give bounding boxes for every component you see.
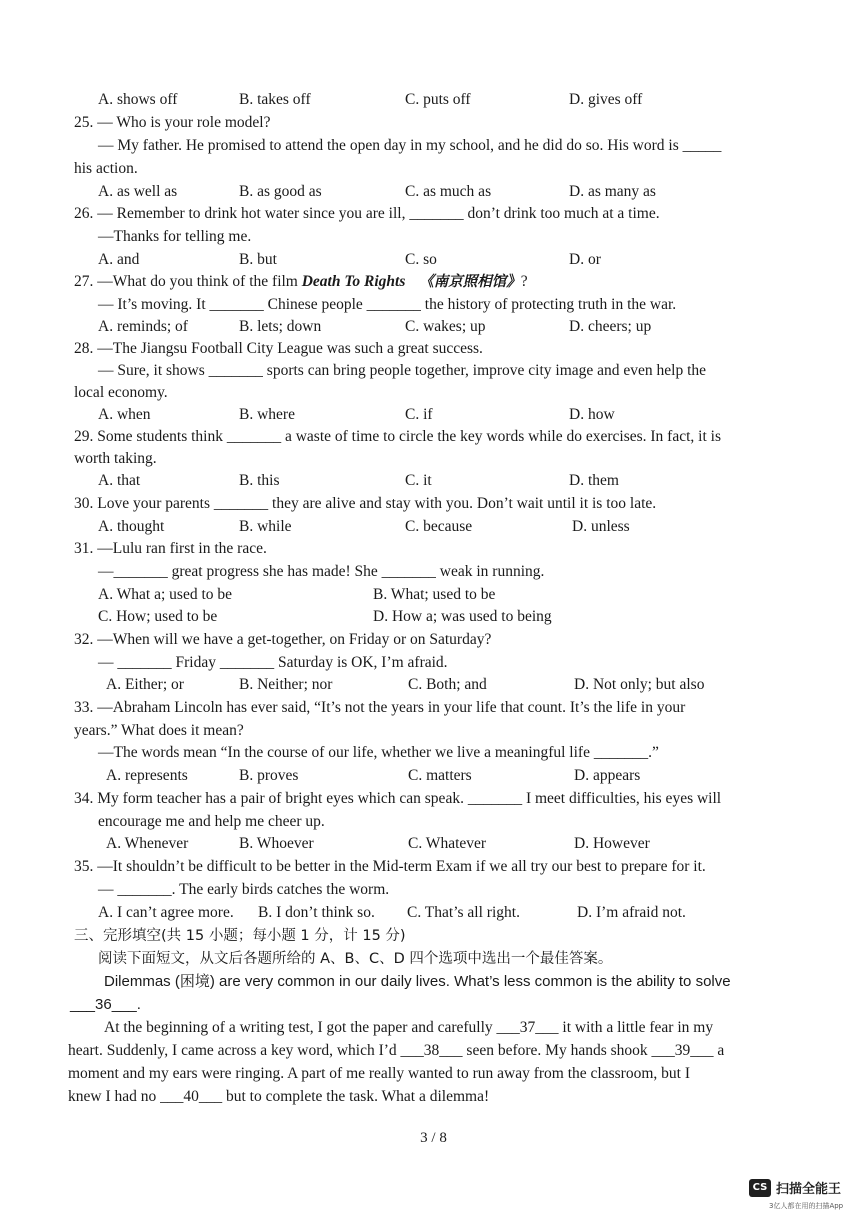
q35-line2-text: — _______. The early birds catches the worm.	[98, 881, 390, 898]
passage-p2-line1	[0, 1017, 867, 1039]
q25-option-c: C. as much as	[405, 183, 492, 200]
q28-line2-text: — Sure, it shows _______ sports can bring people together, improve city image and even help the	[98, 362, 707, 379]
q28-option-c: C. if	[405, 406, 433, 423]
q28-options	[0, 404, 867, 426]
q27-stem-pre: 27. —What do you think of the film	[74, 273, 298, 290]
q33-options	[0, 765, 867, 787]
q30-stem	[0, 493, 867, 515]
q34-stem	[0, 788, 867, 810]
q30-option-d: D. unless	[572, 518, 630, 535]
passage-p2-line3-text: moment and my ears were ringing. A part of me really wanted to run away from the classroom, but I	[68, 1065, 690, 1082]
q32-option-b: B. Neither; nor	[239, 676, 333, 693]
q28-stem-text: 28. —The Jiangsu Football City League was such a great success.	[74, 340, 483, 357]
q32-options	[0, 674, 867, 696]
q25-line3	[0, 158, 867, 180]
q26-line2	[0, 226, 867, 248]
q33-option-c: C. matters	[408, 767, 472, 784]
section3-heading	[0, 925, 867, 947]
q31-stem-text: 31. —Lulu ran first in the race.	[74, 540, 267, 557]
passage-p1-line1	[0, 971, 867, 993]
q33-stem-text: 33. —Abraham Lincoln has ever said, “It’s not the years in your life that count. It’s the life in your	[74, 699, 686, 716]
q25-option-b: B. as good as	[239, 183, 322, 200]
q33-option-a: A. represents	[106, 767, 188, 784]
q29-option-b: B. this	[239, 472, 280, 489]
scanner-watermark-logo	[749, 1177, 859, 1217]
q26-stem-text: 26. — Remember to drink hot water since you are ill, _______ don’t drink too much at a time.	[74, 205, 660, 222]
q24-options	[0, 89, 867, 111]
q34-line2-text: encourage me and help me cheer up.	[98, 813, 325, 830]
q33-option-d: D. appears	[574, 767, 641, 784]
passage-p2-line1-text: At the beginning of a writing test, I got the paper and carefully ___37___ it with a little fear in my	[104, 1019, 714, 1036]
q31-stem	[0, 538, 867, 560]
passage-p1-line2-text: ___36___.	[70, 996, 141, 1013]
q32-option-c: C. Both; and	[408, 676, 487, 693]
q33-line3	[0, 742, 867, 764]
q35-option-a: A. I can’t agree more.	[98, 904, 234, 921]
q27-stem-post: ?	[520, 273, 528, 290]
q30-stem-text: 30. Love your parents _______ they are alive and stay with you. Don’t wait until it is too late.	[74, 495, 657, 512]
q27-option-c: C. wakes; up	[405, 318, 486, 335]
q28-option-b: B. where	[239, 406, 295, 423]
q26-option-b: B. but	[239, 251, 277, 268]
q29-options	[0, 470, 867, 492]
q31-line2-text: —_______ great progress she has made! She _______ weak in running.	[98, 563, 545, 580]
q33-option-b: B. proves	[239, 767, 299, 784]
q27-option-a: A. reminds; of	[98, 318, 188, 335]
q27-film-title-en: Death To Rights	[301, 273, 406, 290]
q29-stem-text: 29. Some students think _______ a waste of time to circle the key words while do exercises. In fact, it is	[74, 428, 721, 445]
q32-stem-text: 32. —When will we have a get-together, on Friday or on Saturday?	[74, 631, 492, 648]
passage-p1-line2	[0, 994, 867, 1016]
q30-option-b: B. while	[239, 518, 292, 535]
passage-p2-line3	[0, 1063, 867, 1085]
q26-options	[0, 249, 867, 271]
q26-stem	[0, 203, 867, 225]
q35-options	[0, 902, 867, 924]
q34-line2	[0, 811, 867, 833]
q28-line3	[0, 382, 867, 404]
q29-line2-text: worth taking.	[74, 450, 157, 467]
q28-option-d: D. how	[569, 406, 615, 423]
section3-instruction-text: 阅读下面短文，从文后各题所给的 A、B、C、D 四个选项中选出一个最佳答案。	[98, 951, 613, 967]
passage-p1-line1-text: Dilemmas (困境) are very common in our daily lives. What’s less common is the ability to solve	[104, 973, 731, 990]
q26-option-c: C. so	[405, 251, 437, 268]
q27-option-d: D. cheers; up	[569, 318, 652, 335]
q29-option-c: C. it	[405, 472, 432, 489]
q33-line2-text: years.” What does it mean?	[74, 722, 244, 739]
q24-option-b: B. takes off	[239, 91, 311, 108]
q25-stem	[0, 112, 867, 134]
q26-option-a: A. and	[98, 251, 140, 268]
passage-p2-line4	[0, 1086, 867, 1108]
q28-option-a: A. when	[98, 406, 151, 423]
passage-p2-line4-text: knew I had no ___40___ but to complete the task. What a dilemma!	[68, 1088, 490, 1105]
q27-options	[0, 316, 867, 338]
q34-option-a: A. Whenever	[106, 835, 189, 852]
page-number: 3 / 8	[420, 1130, 447, 1146]
q29-option-a: A. that	[98, 472, 141, 489]
q35-stem	[0, 856, 867, 878]
q35-stem-text: 35. —It shouldn’t be difficult to be better in the Mid-term Exam if we all try our best to prepare for it.	[74, 858, 706, 875]
q32-stem	[0, 629, 867, 651]
q27-line2-text: — It’s moving. It _______ Chinese people _______ the history of protecting truth in the war.	[98, 296, 677, 313]
passage-p2-line2	[0, 1040, 867, 1062]
q33-line2	[0, 720, 867, 742]
q29-option-d: D. them	[569, 472, 619, 489]
q27-line2	[0, 294, 867, 316]
q28-stem	[0, 338, 867, 360]
q32-option-d: D. Not only; but also	[574, 676, 705, 693]
q25-options	[0, 181, 867, 203]
q34-options	[0, 833, 867, 855]
q24-option-a: A. shows off	[98, 91, 178, 108]
q31-option-c: C. How; used to be	[98, 608, 218, 625]
section3-instruction	[0, 948, 867, 970]
q33-stem	[0, 697, 867, 719]
q28-line2	[0, 360, 867, 382]
q32-line2	[0, 652, 867, 674]
passage-p2-line2-text: heart. Suddenly, I came across a key word, which I’d ___38___ seen before. My hands shook ___39___ a	[68, 1042, 725, 1059]
q35-option-b: B. I don’t think so.	[258, 904, 375, 921]
q31-option-a: A. What a; used to be	[98, 586, 233, 603]
q25-line2	[0, 135, 867, 157]
q35-line2	[0, 879, 867, 901]
q25-stem-text: 25. — Who is your role model?	[74, 114, 271, 131]
cs-badge-icon: CS	[749, 1179, 771, 1197]
section3-heading-text: 三、完形填空(共 15 小题；每小题 1 分，计 15 分)	[74, 928, 406, 944]
q24-option-d: D. gives off	[569, 91, 643, 108]
q34-stem-text: 34. My form teacher has a pair of bright eyes which can speak. _______ I meet difficulties, his eyes will	[74, 790, 722, 807]
q29-line2	[0, 448, 867, 470]
q32-line2-text: — _______ Friday _______ Saturday is OK, I’m afraid.	[98, 654, 448, 671]
q24-option-c: C. puts off	[405, 91, 471, 108]
q27-stem-text	[74, 271, 528, 293]
q35-option-d: D. I’m afraid not.	[577, 904, 686, 921]
q25-line2-text: — My father. He promised to attend the open day in my school, and he did do so. His word is _____	[98, 137, 722, 154]
q25-option-a: A. as well as	[98, 183, 178, 200]
q27-stem	[0, 271, 867, 293]
q34-option-b: B. Whoever	[239, 835, 314, 852]
q27-film-title-cn: 《南京照相馆》	[419, 274, 521, 290]
q27-option-b: B. lets; down	[239, 318, 322, 335]
q25-option-d: D. as many as	[569, 183, 656, 200]
q28-line3-text: local economy.	[74, 384, 168, 401]
q31-option-b: B. What; used to be	[373, 586, 496, 603]
scanner-app-name: 扫描全能王	[776, 1182, 842, 1197]
q35-option-c: C. That’s all right.	[407, 904, 520, 921]
q31-options-row1	[0, 584, 867, 606]
q30-options	[0, 516, 867, 538]
q34-option-d: D. However	[574, 835, 650, 852]
q26-option-d: D. or	[569, 251, 601, 268]
q33-line3-text: —The words mean “In the course of our life, whether we live a meaningful life _______.”	[98, 744, 659, 761]
q30-option-a: A. thought	[98, 518, 165, 535]
q25-line3-text: his action.	[74, 160, 138, 177]
q30-option-c: C. because	[405, 518, 473, 535]
q29-stem	[0, 426, 867, 448]
q32-option-a: A. Either; or	[106, 676, 184, 693]
q31-options-row2	[0, 606, 867, 628]
q31-line2	[0, 561, 867, 583]
q26-line2-text: —Thanks for telling me.	[98, 228, 252, 245]
scanner-app-tagline: 3亿人都在用的扫描App	[769, 1202, 844, 1210]
q31-option-d: D. How a; was used to being	[373, 608, 552, 625]
q34-option-c: C. Whatever	[408, 835, 487, 852]
